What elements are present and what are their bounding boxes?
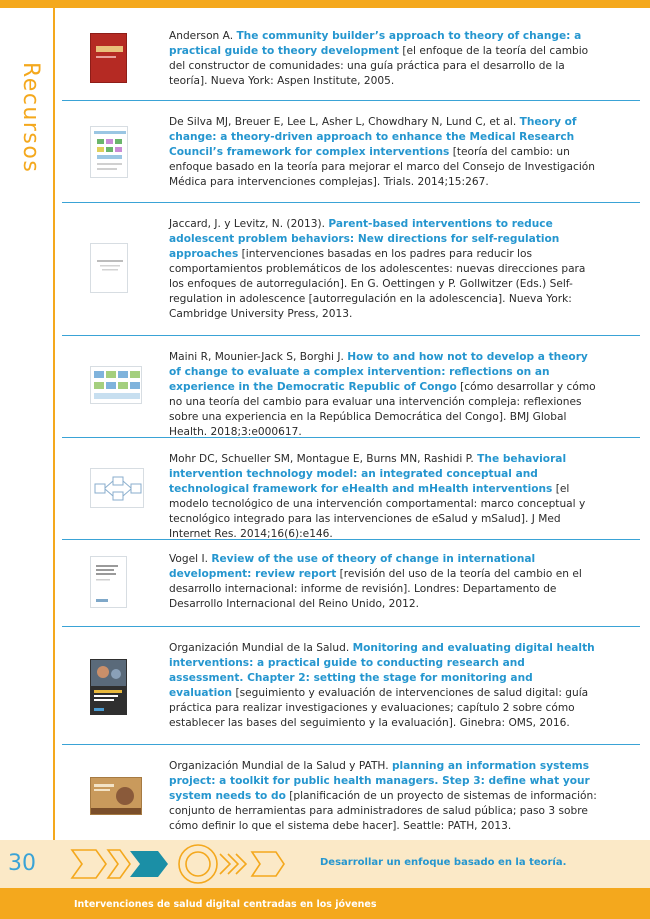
reference-details: [revisión del uso de la teoría del cambio en el desarrollo internacional: informe de revisión]. Londres: Departamento de Desarrollo Internacional del Reino Unido, 2012. [169,568,582,610]
book-cover-thumbnail [90,33,127,83]
reference-title-link[interactable]: The behavioral intervention technology model: an integrated conceptual and technological framework for eHealth and mHealth interventions [169,453,567,495]
diagram-thumbnail [90,468,144,508]
reference-title-link[interactable]: The community builder’s approach to theory of change: a practical guide to theory development [169,30,582,57]
reference-authors: Organización Mundial de la Salud. [169,642,353,654]
reference-text [169,29,599,89]
toolkit-cover-thumbnail [90,777,142,815]
reference-title-link[interactable]: Theory of change: a theory-driven approach to enhance the Medical Research Council’s framework for complex interventions [169,116,577,158]
reference-details: [cómo desarrollar y cómo no una teoría del cambio para evaluar una intervención compleja: reflexiones sobre una experiencia en la República Democrática del Congo]. BMJ Global Health. 2018;3:e000617. [169,381,596,438]
reference-text [169,641,599,731]
report-thumbnail [90,556,127,608]
reference-authors: Organización Mundial de la Salud y PATH. [169,760,392,772]
reference-text [169,350,599,440]
reference-item [62,203,640,336]
reference-title-link[interactable]: Parent-based interventions to reduce adolescent problem behaviors: New directions for self-regulation approaches [169,218,560,260]
reference-authors: Maini R, Mounier-Jack S, Borghi J. [169,351,348,363]
reference-title-link[interactable]: planning an information systems project: a toolkit for public health managers. Step 3: define what your system needs to do [169,760,590,802]
reference-authors: Mohr DC, Schueller SM, Montague E, Burns MN, Rashidi P. [169,453,478,465]
reference-item [62,101,640,203]
footer-caption: Desarrollar un enfoque basado en la teoría. [320,857,567,868]
reference-text [169,217,599,322]
reference-item [62,15,640,101]
reference-details: [el enfoque de la teoría del cambio del constructor de comunidades: una guía práctica para el desarrollo de la teoría]. Nueva York: Aspen Institute, 2005. [169,45,589,87]
reference-authors: Jaccard, J. y Levitz, N. (2013). [169,218,329,230]
side-accent-line [53,8,55,919]
reference-text [169,452,599,542]
process-arrows-motif [70,842,310,886]
reference-details: [intervenciones basadas en los padres para reducir los comportamientos problemáticos de los adolescentes: nuevas direcciones para los enfoques de autorregulación]. En G. Oettingen y P. Gollwitzer (Eds.) Self-regulation in adolescence [autorregulación en la adolescencia]. Nueva York: Cambridge University Press, 2013. [169,248,586,320]
top-accent-bar [0,0,650,8]
reference-text [169,552,599,612]
diagram-thumbnail [90,366,142,404]
article-thumbnail [90,126,128,178]
reference-details: [teoría del cambio: un enfoque basado en la teoría para mejorar el marco del Consejo de Investigación Médica para intervenciones complejas]. Trials. 2014;15:267. [169,146,595,188]
reference-details: [planificación de un proyecto de sistemas de información: conjunto de herramientas para administradores de salud pública; paso 3 sobre cómo definir lo que el sistema debe hacer]. Seattle: PATH, 2013. [169,790,597,832]
reference-text [169,115,599,190]
reference-item [62,627,640,745]
reference-item [62,438,640,540]
reference-item [62,745,640,847]
reference-title-link[interactable]: How to and how not to develop a theory of change to evaluate a complex intervention: reflections on an experience in the Democratic Republic of Congo [169,351,588,393]
reference-title-link[interactable]: Monitoring and evaluating digital health interventions: a practical guide to conducting research and assessment. Chapter 2: setting the stage for monitoring and evaluation [169,642,595,699]
reference-details: [el modelo tecnológico de una intervención comportamental: marco conceptual y tecnológico integrado para las intervenciones de eSalud y mSalud]. J Med Internet Res. 2014;16(6):e146. [169,483,586,540]
page-number: 30 [8,851,36,876]
reference-details: [seguimiento y evaluación de intervenciones de salud digital: guía práctica para realizar investigaciones y evaluaciones; capítulo 2 sobre cómo establecer las bases del seguimiento y la evaluación]. Ginebra: OMS, 2016. [169,687,589,729]
section-label: Recursos [18,62,43,174]
document-title-footer: Intervenciones de salud digital centradas en los jóvenes [74,899,377,910]
reference-item [62,540,640,627]
reference-title-link[interactable]: Review of the use of theory of change in international development: review report [169,553,536,580]
chapter-thumbnail [90,243,128,293]
book-cover-thumbnail [90,659,127,715]
reference-text [169,759,599,834]
reference-item [62,336,640,438]
reference-authors: Anderson A. [169,30,237,42]
reference-authors: Vogel I. [169,553,212,565]
reference-authors: De Silva MJ, Breuer E, Lee L, Asher L, Chowdhary N, Lund C, et al. [169,116,520,128]
reference-list [62,15,640,847]
